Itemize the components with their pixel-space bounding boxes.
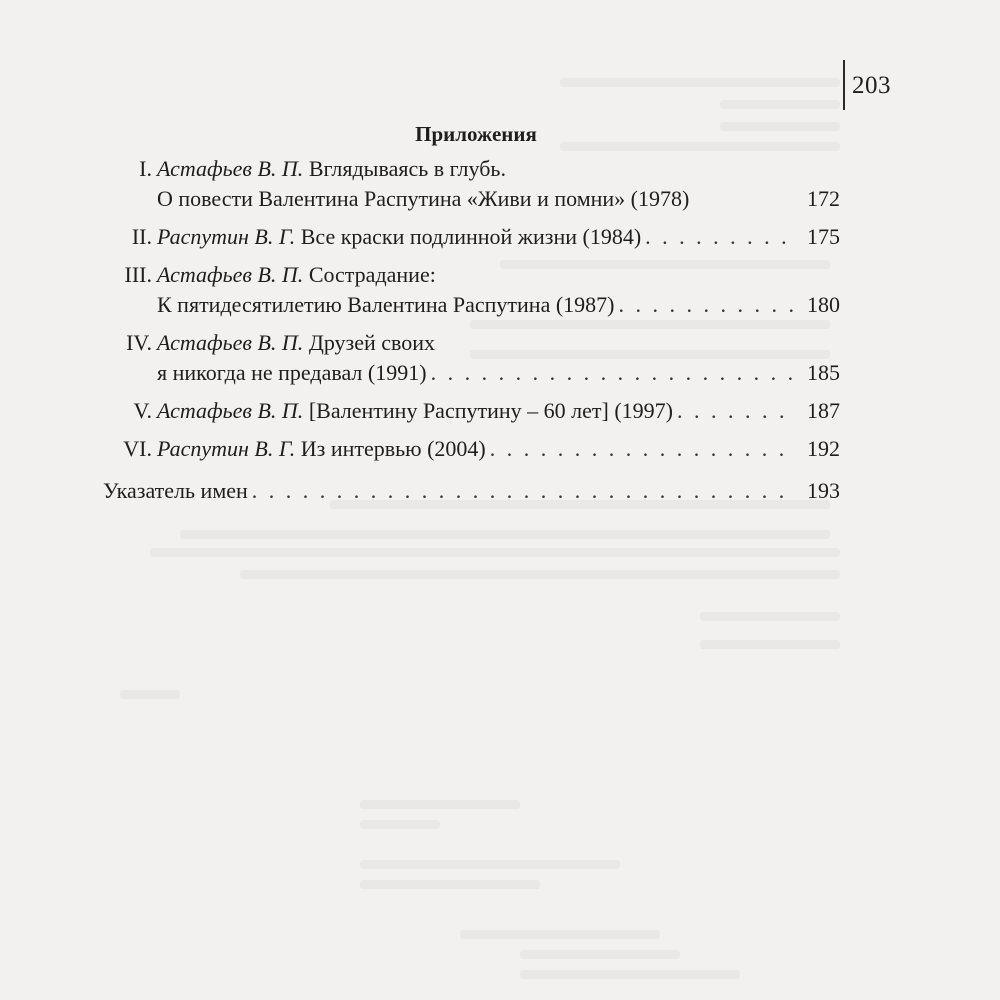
entry-author: Астафьев В. П. xyxy=(157,262,304,287)
entry-page: 185 xyxy=(807,360,840,385)
entry-page: 187 xyxy=(807,398,840,423)
entry-title-line1: Из интервью (2004) xyxy=(300,436,486,461)
entry-title-line1: Все краски подлинной жизни (1984) xyxy=(300,224,642,249)
toc-entry-4[interactable] xyxy=(100,328,840,388)
entry-title-line1: Друзей своих xyxy=(308,330,436,355)
page-number: 203 xyxy=(852,72,891,99)
section-title: Приложения xyxy=(415,122,537,146)
toc-entry-5[interactable] xyxy=(100,396,840,426)
entry-author: Астафьев В. П. xyxy=(157,156,304,181)
dot-leader xyxy=(619,290,795,320)
entry-author: Распутин В. Г. xyxy=(157,436,296,461)
toc-entry-2[interactable] xyxy=(100,222,840,252)
entry-number: II. xyxy=(131,224,152,249)
dot-leader xyxy=(677,396,794,426)
entry-title-line1: Вглядываясь в глубь. xyxy=(308,156,506,181)
entry-title-line1: [Валентину Распутину – 60 лет] (1997) xyxy=(308,398,673,423)
entry-number: III. xyxy=(124,262,152,287)
entry-title-line2: я никогда не предавал (1991) xyxy=(157,360,427,385)
dot-leader xyxy=(431,358,794,388)
toc-entry-3[interactable] xyxy=(100,260,840,320)
index-page: 193 xyxy=(807,478,840,503)
entry-author: Астафьев В. П. xyxy=(157,330,304,355)
dot-leader xyxy=(490,434,794,464)
page-number-rule xyxy=(843,60,845,110)
entry-title-line2: К пятидесятилетию Валентина Распутина (1987) xyxy=(157,292,615,317)
index-label: Указатель имен xyxy=(103,478,248,503)
entry-number: VI. xyxy=(123,436,152,461)
dot-leader xyxy=(645,222,794,252)
entry-number: V. xyxy=(133,398,152,423)
entry-number: I. xyxy=(139,156,152,181)
dot-leader xyxy=(252,478,794,504)
table-of-contents xyxy=(100,154,840,464)
entry-page: 192 xyxy=(807,436,840,461)
entry-page: 172 xyxy=(807,186,840,211)
toc-entry-index[interactable] xyxy=(103,478,840,504)
entry-page: 180 xyxy=(807,292,840,317)
entry-number: IV. xyxy=(126,330,152,355)
toc-entry-1[interactable] xyxy=(100,154,840,214)
entry-page: 175 xyxy=(807,224,840,249)
entry-title-line2: О повести Валентина Распутина «Живи и помни» (1978) xyxy=(157,186,690,211)
toc-entry-6[interactable] xyxy=(100,434,840,464)
entry-author: Астафьев В. П. xyxy=(157,398,304,423)
entry-author: Распутин В. Г. xyxy=(157,224,296,249)
entry-title-line1: Сострадание: xyxy=(308,262,436,287)
